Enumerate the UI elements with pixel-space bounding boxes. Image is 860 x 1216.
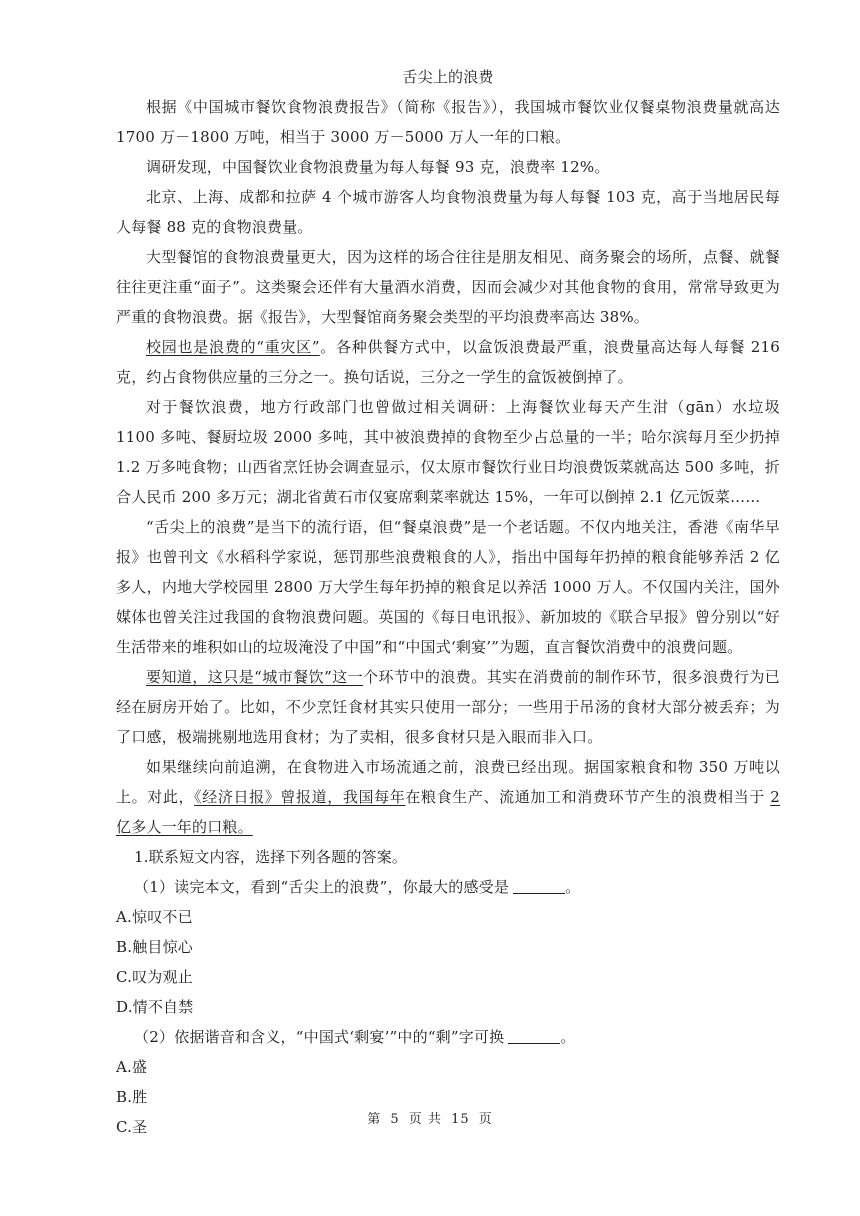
paragraph-4: 大型餐馆的食物浪费量更大，因为这样的场合往往是朋友相见、商务聚会的场所，点餐、就餐往往更注重“面子”。这类聚会还伴有大量酒水消费，因而会减少对其他食物的食用，常常导致更为严重的食物浪费。据《报告》，大型餐馆商务聚会类型的平均浪费率高达 38%。 xyxy=(116,248,780,326)
question-2-stem xyxy=(116,1022,780,1052)
underlined-phrase-3: 2 亿多人一年的口粮。 xyxy=(116,788,780,836)
question-1-end: 。 xyxy=(565,878,581,896)
q2-option-a: A.盛 xyxy=(116,1058,148,1076)
footer-page-number: 5 xyxy=(390,1112,400,1127)
article-body xyxy=(116,68,780,1142)
paragraph-8-text: 个环节中的浪费。其实在消费前的制作环节，很多浪费行为已经在厨房开始了。比如，不少烹饪食材其实只使用一部分；一些用于吊汤的食材大部分被丢弃；为了口感，极端挑剔地选用食材；为了卖相，很多食材只是入眼而非入口。 xyxy=(116,668,780,746)
q2-option-b: B.胜 xyxy=(116,1088,148,1106)
q1-option-a: A.惊叹不已 xyxy=(116,908,193,926)
footer-middle: 页 共 xyxy=(408,1112,442,1127)
q1-option-c: C.叹为观止 xyxy=(116,968,193,986)
paragraph-5 xyxy=(116,332,780,392)
question-1-stem xyxy=(116,872,780,902)
footer-total-pages: 15 xyxy=(451,1112,470,1127)
paragraph-9-text-d: 在粮食生产、流通加工和消费环节产生的浪费相当于 xyxy=(405,788,771,806)
newspaper-name: 《经济日报》曾报道， xyxy=(194,788,343,806)
question-2-end: 。 xyxy=(560,1028,576,1046)
question-intro: 1.联系短文内容，选择下列各题的答案。 xyxy=(134,848,408,866)
question-2-text: （2）依据谐音和含义，“中国式‘剩宴’”中的“剩”字可换 xyxy=(134,1028,505,1046)
question-1-text: （1）读完本文，看到“舌尖上的浪费”，你最大的感受是 xyxy=(134,878,510,896)
paragraph-9-text-a: 如果继续向前追溯，在食物进入市场流通之前，浪费已经出现。据国家粮食和物 350 万吨以上。对此， xyxy=(116,758,780,806)
paragraph-9 xyxy=(116,752,780,842)
answer-blank-1[interactable] xyxy=(513,879,565,894)
answer-blank-2[interactable] xyxy=(508,1029,560,1044)
footer-suffix: 页 xyxy=(478,1112,493,1127)
paragraph-3: 北京、上海、成都和拉萨 4 个城市游客人均食物浪费量为每人每餐 103 克，高于当地居民每人每餐 88 克的食物浪费量。 xyxy=(116,188,780,236)
paragraph-5-text: 。各种供餐方式中，以盒饭浪费最严重，浪费量高达每人每餐 216 克，约占食物供应量的三分之一。换句话说，三分之一学生的盒饭被倒掉了。 xyxy=(116,338,780,386)
paragraph-1: 根据《中国城市餐饮食物浪费报告》（简称《报告》），我国城市餐饮业仅餐桌物浪费量就高达 1700 万－1800 万吨，相当于 3000 万－5000 万人一年的口粮。 xyxy=(116,98,780,146)
paragraph-2: 调研发现，中国餐饮业食物浪费量为每人每餐 93 克，浪费率 12%。 xyxy=(146,158,610,176)
underlined-phrase-2: 我国每年 xyxy=(342,788,406,806)
page-footer xyxy=(0,1108,860,1127)
article-title: 舌尖上的浪费 xyxy=(402,68,494,86)
underlined-phrase: 要知道，这只是“城市餐饮”这一 xyxy=(146,668,364,686)
paragraph-8 xyxy=(116,662,780,752)
q1-option-b: B.触目惊心 xyxy=(116,938,193,956)
footer-prefix: 第 xyxy=(367,1112,382,1127)
q2-option-c: C.圣 xyxy=(116,1118,148,1136)
paragraph-6: 对于餐饮浪费，地方行政部门也曾做过相关调研：上海餐饮业每天产生泔（gān）水垃圾 1100 多吨、餐厨垃圾 2000 多吨，其中被浪费掉的食物至少占总量的一半；哈尔滨每月至少扔掉 1.2 万多吨食物；山西省烹饪协会调查显示，仅太原市餐饮行业日均浪费饭菜就高达 500 多吨，折合人民币 200 多万元；湖北省黄石市仅宴席剩菜率就达 15%，一年可以倒掉 2.1 亿元饭菜…… xyxy=(116,398,780,506)
paragraph-7: “舌尖上的浪费”是当下的流行语，但“餐桌浪费”是一个老话题。不仅内地关注，香港《南华早报》也曾刊文《水稻科学家说，惩罚那些浪费粮食的人》，指出中国每年扔掉的粮食能够养活 2 亿多人，内地大学校园里 2800 万大学生每年扔掉的粮食足以养活 1000 万人。不仅国内关注，国外媒体也曾关注过我国的食物浪费问题。英国的《每日电讯报》、新加坡的《联合早报》曾分别以“好生活带来的堆积如山的垃圾淹没了中国”和“中国式‘剩宴’”为题，直言餐饮消费中的浪费问题。 xyxy=(116,518,780,656)
underlined-sentence: 校园也是浪费的“重灾区” xyxy=(146,338,320,356)
q1-option-d: D.情不自禁 xyxy=(116,998,194,1016)
